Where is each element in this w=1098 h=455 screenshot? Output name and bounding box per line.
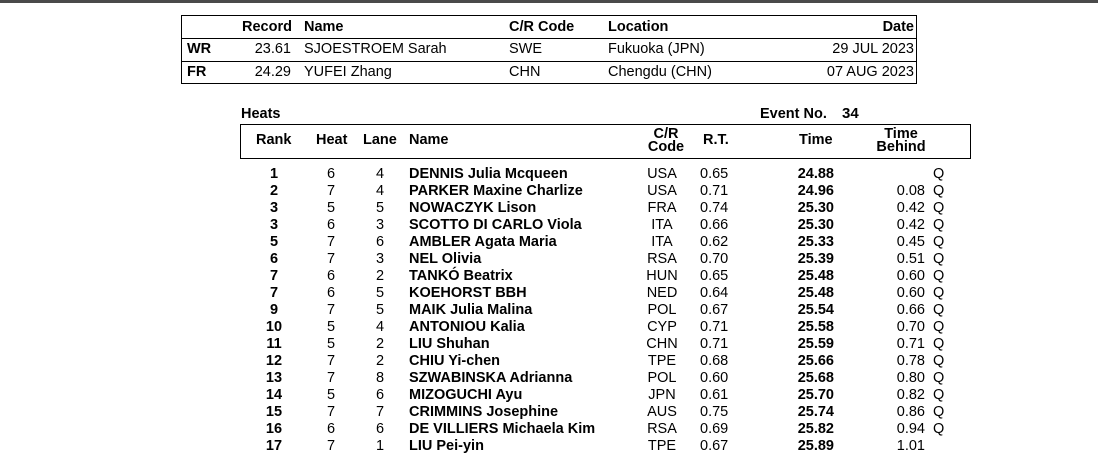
athlete-name: MAIK Julia Malina: [409, 302, 533, 318]
athlete-name: CHIU Yi-chen: [409, 353, 501, 369]
swim-time: 25.39: [797, 251, 834, 267]
rank-cell: 2: [269, 183, 279, 199]
time-behind: 0.86: [896, 404, 925, 420]
qualified-mark: Q: [933, 285, 945, 301]
reaction-time: 0.71: [700, 319, 729, 335]
reaction-time: 0.66: [700, 217, 729, 233]
country-code: RSA: [647, 251, 677, 267]
lane-cell: 8: [375, 370, 385, 386]
result-row: [0, 421, 1098, 438]
heat-cell: 5: [326, 200, 336, 216]
country-code: ITA: [651, 217, 673, 233]
qualified-mark: Q: [933, 166, 945, 182]
time-behind: 0.80: [896, 370, 925, 386]
reaction-time: 0.60: [700, 370, 729, 386]
time-behind: 0.45: [896, 234, 925, 250]
athlete-name: SZWABINSKA Adrianna: [409, 370, 573, 386]
heat-cell: 7: [326, 183, 336, 199]
time-behind: 0.94: [896, 421, 925, 437]
record-type: WR: [187, 41, 212, 57]
lane-cell: 6: [375, 234, 385, 250]
rank-cell: 13: [265, 370, 283, 386]
heat-cell: 7: [326, 302, 336, 318]
record-date: 07 AUG 2023: [826, 64, 914, 80]
athlete-name: PARKER Maxine Charlize: [409, 183, 583, 199]
athlete-name: ANTONIOU Kalia: [409, 319, 525, 335]
lane-cell: 4: [375, 319, 385, 335]
heat-cell: 5: [326, 387, 336, 403]
qualified-mark: Q: [933, 302, 945, 318]
record-holder: YUFEI Zhang: [304, 64, 392, 80]
swim-time: 25.48: [797, 285, 834, 301]
swim-time: 25.33: [797, 234, 834, 250]
records-header-name: Name: [304, 19, 344, 35]
result-row: [0, 438, 1098, 455]
qualified-mark: Q: [933, 387, 945, 403]
swim-time: 25.89: [797, 438, 834, 454]
swim-time: 25.30: [797, 217, 834, 233]
records-header-date: Date: [882, 19, 914, 35]
qualified-mark: Q: [933, 353, 945, 369]
lane-cell: 6: [375, 421, 385, 437]
result-row: [0, 234, 1098, 251]
heat-cell: 7: [326, 353, 336, 369]
result-row: [0, 404, 1098, 421]
lane-cell: 5: [375, 302, 385, 318]
header-lane: Lane: [363, 132, 397, 148]
heat-cell: 5: [326, 319, 336, 335]
country-code: USA: [647, 183, 677, 199]
qualified-mark: Q: [933, 268, 945, 284]
reaction-time: 0.71: [700, 183, 729, 199]
reaction-time: 0.67: [700, 302, 729, 318]
athlete-name: CRIMMINS Josephine: [409, 404, 559, 420]
athlete-name: NEL Olivia: [409, 251, 482, 267]
rank-cell: 7: [269, 268, 279, 284]
record-time: 24.29: [254, 64, 291, 80]
record-location: Chengdu (CHN): [608, 64, 712, 80]
athlete-name: DENNIS Julia Mcqueen: [409, 166, 568, 182]
time-behind: 0.82: [896, 387, 925, 403]
record-date: 29 JUL 2023: [832, 41, 914, 57]
reaction-time: 0.65: [700, 268, 729, 284]
records-header-code: C/R Code: [509, 19, 575, 35]
country-code: HUN: [646, 268, 678, 284]
athlete-name: DE VILLIERS Michaela Kim: [409, 421, 596, 437]
athlete-name: LIU Shuhan: [409, 336, 490, 352]
country-code: AUS: [647, 404, 677, 420]
reaction-time: 0.67: [700, 438, 729, 454]
rank-cell: 7: [269, 285, 279, 301]
header-name: Name: [409, 132, 449, 148]
result-row: [0, 166, 1098, 183]
lane-cell: 4: [375, 166, 385, 182]
lane-cell: 2: [375, 353, 385, 369]
result-row: [0, 251, 1098, 268]
lane-cell: 7: [375, 404, 385, 420]
country-code: ITA: [651, 234, 673, 250]
heats-label: Heats: [241, 106, 281, 122]
heat-cell: 7: [326, 370, 336, 386]
reaction-time: 0.62: [700, 234, 729, 250]
lane-cell: 3: [375, 251, 385, 267]
country-code: POL: [647, 302, 677, 318]
header-code-line2: Code: [647, 139, 685, 155]
country-code: TPE: [647, 353, 677, 369]
rank-cell: 11: [266, 336, 282, 352]
header-rank: Rank: [256, 132, 292, 148]
time-behind: 0.78: [896, 353, 925, 369]
athlete-name: LIU Pei-yin: [409, 438, 484, 454]
result-row: [0, 217, 1098, 234]
athlete-name: TANKÓ Beatrix: [409, 268, 513, 284]
country-code: CHN: [646, 336, 678, 352]
lane-cell: 2: [375, 268, 385, 284]
heat-cell: 6: [326, 285, 336, 301]
athlete-name: MIZOGUCHI Ayu: [409, 387, 523, 403]
reaction-time: 0.69: [700, 421, 729, 437]
athlete-name: KOEHORST BBH: [409, 285, 527, 301]
rank-cell: 15: [265, 404, 283, 420]
record-location: Fukuoka (JPN): [608, 41, 705, 57]
qualified-mark: Q: [933, 217, 945, 233]
time-behind: 0.60: [896, 285, 925, 301]
heat-cell: 7: [326, 438, 336, 454]
country-code: NED: [646, 285, 678, 301]
record-code: SWE: [509, 41, 543, 57]
rank-cell: 9: [269, 302, 279, 318]
reaction-time: 0.70: [700, 251, 729, 267]
record-row-fr: [182, 61, 916, 83]
rank-cell: 6: [269, 251, 279, 267]
result-row: [0, 285, 1098, 302]
records-header-row: [182, 16, 916, 38]
athlete-name: SCOTTO DI CARLO Viola: [409, 217, 582, 233]
results-header: [240, 124, 971, 159]
result-row: [0, 268, 1098, 285]
qualified-mark: Q: [933, 404, 945, 420]
qualified-mark: Q: [933, 200, 945, 216]
heat-cell: 6: [326, 217, 336, 233]
result-row: [0, 353, 1098, 370]
records-table: [181, 15, 917, 84]
lane-cell: 5: [375, 285, 385, 301]
swim-time: 25.54: [797, 302, 834, 318]
heat-cell: 6: [326, 166, 336, 182]
time-behind: 0.51: [896, 251, 925, 267]
reaction-time: 0.61: [700, 387, 729, 403]
rank-cell: 16: [265, 421, 283, 437]
qualified-mark: Q: [933, 183, 945, 199]
athlete-name: AMBLER Agata Maria: [409, 234, 557, 250]
reaction-time: 0.64: [700, 285, 729, 301]
rank-cell: 12: [265, 353, 283, 369]
lane-cell: 2: [375, 336, 385, 352]
header-behind-line1: Time: [884, 126, 918, 142]
swim-time: 25.66: [797, 353, 834, 369]
result-row: [0, 200, 1098, 217]
qualified-mark: Q: [933, 336, 945, 352]
heat-cell: 7: [326, 251, 336, 267]
lane-cell: 5: [375, 200, 385, 216]
record-time: 23.61: [254, 41, 291, 57]
heat-cell: 6: [326, 268, 336, 284]
athlete-name: NOWACZYK Lison: [409, 200, 537, 216]
time-behind: 0.42: [896, 217, 925, 233]
result-row: [0, 387, 1098, 404]
swim-time: 25.70: [797, 387, 834, 403]
rank-cell: 10: [265, 319, 283, 335]
qualified-mark: Q: [933, 421, 945, 437]
country-code: CYP: [647, 319, 677, 335]
lane-cell: 1: [375, 438, 385, 454]
rank-cell: 17: [265, 438, 283, 454]
swim-time: 24.96: [797, 183, 834, 199]
heat-cell: 6: [326, 421, 336, 437]
reaction-time: 0.74: [700, 200, 729, 216]
rank-cell: 3: [269, 217, 279, 233]
rank-cell: 14: [265, 387, 283, 403]
qualified-mark: Q: [933, 370, 945, 386]
time-behind: 0.70: [896, 319, 925, 335]
lane-cell: 6: [375, 387, 385, 403]
records-header-location: Location: [608, 19, 669, 35]
qualified-mark: Q: [933, 234, 945, 250]
heat-cell: 7: [326, 404, 336, 420]
country-code: FRA: [647, 200, 677, 216]
country-code: TPE: [647, 438, 677, 454]
reaction-time: 0.65: [700, 166, 729, 182]
header-behind-line2: Behind: [876, 139, 926, 155]
records-header-record: Record: [242, 19, 292, 35]
swim-time: 25.59: [797, 336, 834, 352]
lane-cell: 4: [375, 183, 385, 199]
heat-cell: 7: [326, 234, 336, 250]
country-code: USA: [647, 166, 677, 182]
result-row: [0, 336, 1098, 353]
swim-time: 25.58: [797, 319, 834, 335]
lane-cell: 3: [375, 217, 385, 233]
heat-cell: 5: [326, 336, 336, 352]
time-behind: 0.71: [896, 336, 925, 352]
result-row: [0, 319, 1098, 336]
qualified-mark: Q: [933, 319, 945, 335]
record-code: CHN: [509, 64, 541, 80]
header-time: Time: [799, 132, 833, 148]
swim-time: 25.82: [797, 421, 834, 437]
time-behind: 0.60: [896, 268, 925, 284]
top-rule: [0, 0, 1098, 3]
reaction-time: 0.71: [700, 336, 729, 352]
rank-cell: 3: [269, 200, 279, 216]
qualified-mark: Q: [933, 251, 945, 267]
result-row: [0, 183, 1098, 200]
record-type: FR: [187, 64, 207, 80]
rank-cell: 5: [269, 234, 279, 250]
reaction-time: 0.68: [700, 353, 729, 369]
time-behind: 0.66: [896, 302, 925, 318]
result-row: [0, 370, 1098, 387]
time-behind: 0.08: [896, 183, 925, 199]
time-behind: 0.42: [896, 200, 925, 216]
event-number: 34: [842, 105, 859, 122]
header-code-line1: C/R: [653, 126, 679, 142]
record-row-wr: [182, 38, 916, 60]
swim-time: 25.68: [797, 370, 834, 386]
country-code: JPN: [648, 387, 676, 403]
result-row: [0, 302, 1098, 319]
time-behind: 1.01: [896, 438, 925, 454]
record-holder: SJOESTROEM Sarah: [304, 41, 447, 57]
event-label: Event No.: [760, 106, 827, 122]
swim-time: 25.30: [797, 200, 834, 216]
header-rt: R.T.: [703, 132, 729, 148]
rank-cell: 1: [269, 166, 279, 182]
header-heat: Heat: [316, 132, 348, 148]
swim-time: 24.88: [797, 166, 834, 182]
reaction-time: 0.75: [700, 404, 729, 420]
swim-time: 25.48: [797, 268, 834, 284]
country-code: RSA: [647, 421, 677, 437]
country-code: POL: [647, 370, 677, 386]
swim-time: 25.74: [797, 404, 834, 420]
